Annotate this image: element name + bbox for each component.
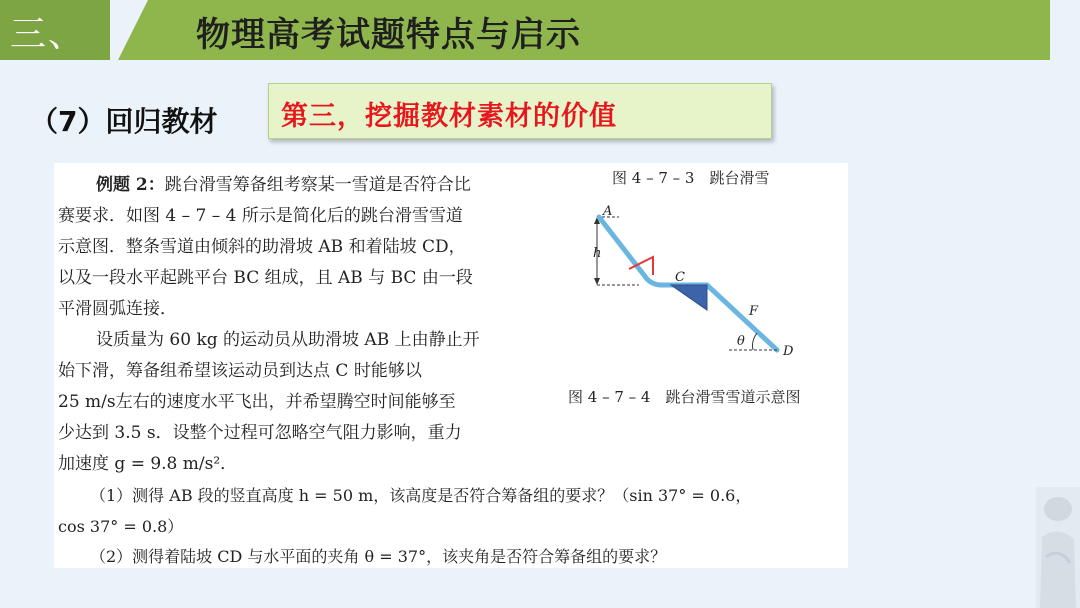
example-line-2: 赛要求．如图 4 – 7 – 4 所示是简化后的跳台滑雪雪道 <box>58 206 463 226</box>
label-A: A <box>603 205 613 219</box>
question-1-line-1: （1）测得 AB 段的竖直高度 h = 50 m，该高度是否符合筹备组的要求？（sin 37° = 0.6， <box>90 486 752 505</box>
example-line-4: 以及一段水平起跳平台 BC 组成，且 AB 与 BC 由一段 <box>58 268 473 288</box>
ski-slope-path <box>599 217 777 350</box>
header-section-block <box>0 0 110 60</box>
question-2: （2）测得着陆坡 CD 与水平面的夹角 θ = 37°，该夹角是否符合筹备组的要求？ <box>90 547 667 566</box>
example-line-10: 加速度 g = 9.8 m/s²． <box>58 454 238 474</box>
page-title: 物理高考试题特点与启示 <box>196 15 581 55</box>
label-D: D <box>783 344 794 359</box>
platform-block <box>671 285 707 310</box>
label-C: C <box>675 270 685 285</box>
example-line-1: 例题 2：跳台滑雪筹备组考察某一雪道是否符合比 <box>96 175 471 195</box>
example-line-6: 设质量为 60 kg 的运动员从助滑坡 AB 上由静止开 <box>96 330 480 350</box>
example-line-5: 平滑圆弧连接． <box>58 299 177 319</box>
example-line-9: 少达到 3.5 s．设整个过程可忽略空气阻力影响，重力 <box>58 423 462 443</box>
ski-jump-diagram <box>579 205 819 370</box>
example-line-3: 示意图．整条雪道由倾斜的助滑坡 AB 和着陆坡 CD， <box>58 237 466 257</box>
callout-box <box>268 83 772 139</box>
figure-caption-top: 图 4 – 7 – 3 跳台滑雪 <box>612 169 770 187</box>
label-theta: θ <box>737 334 745 349</box>
example-line-8: 25 m/s左右的速度水平飞出，并希望腾空时间能够至 <box>58 392 456 412</box>
label-F: F <box>749 304 759 319</box>
subheading-label: （7）回归教材 <box>30 105 218 138</box>
example-document-image <box>54 163 848 568</box>
figure-caption-bottom: 图 4 – 7 – 4 跳台滑雪雪道示意图 <box>568 388 801 406</box>
label-h: h <box>593 246 602 261</box>
section-number: 三、 <box>10 14 87 55</box>
question-1-line-2: cos 37° = 0.8） <box>58 517 184 536</box>
decorative-sculpture-image <box>1036 487 1080 608</box>
callout-text: 第三，挖掘教材素材的价值 <box>281 101 617 132</box>
example-line-7: 始下滑，筹备组希望该运动员到达点 C 时能够以 <box>58 361 422 381</box>
